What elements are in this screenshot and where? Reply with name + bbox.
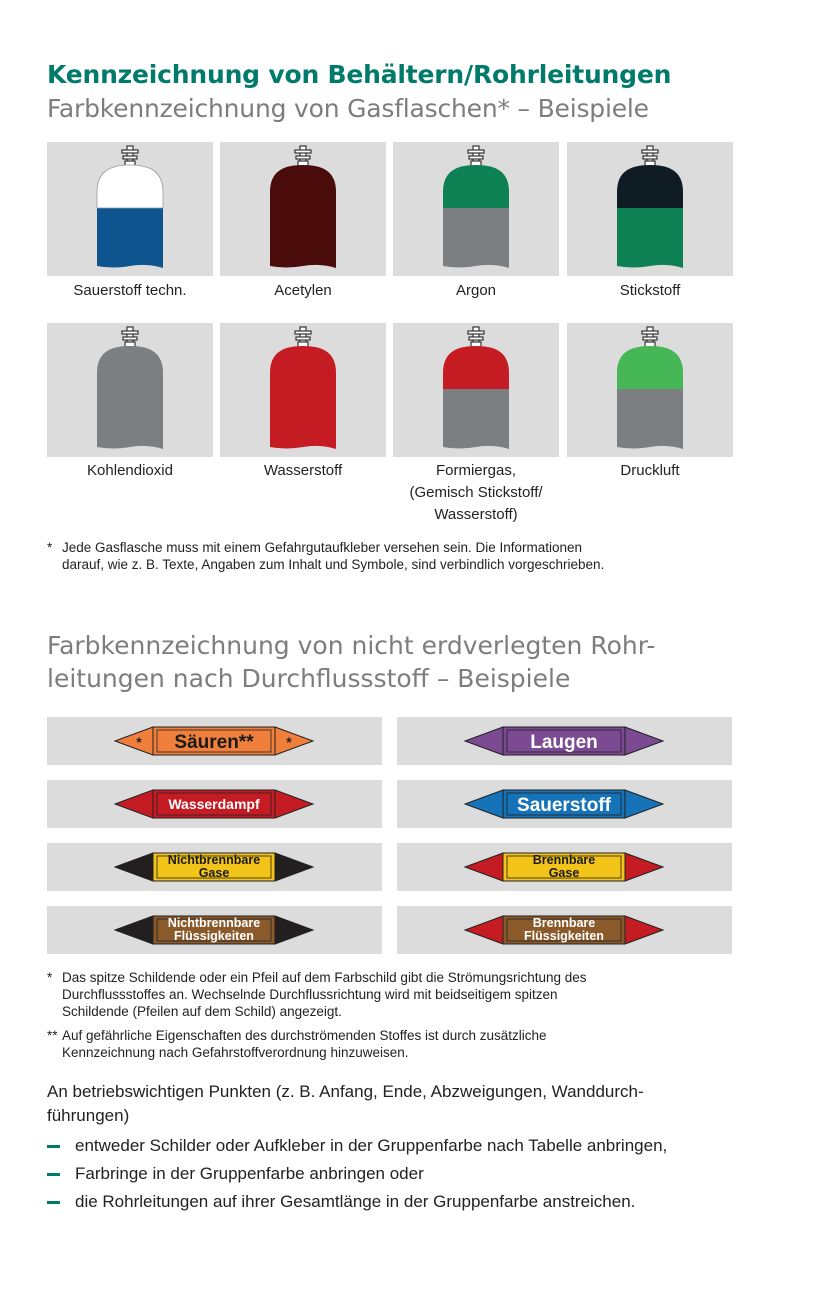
cylinder-shoulder (617, 346, 683, 389)
pipe-label-text: Flüssigkeiten (174, 929, 254, 943)
footnote-line: Schildende (Pfeilen auf dem Schild) angezeigt. (62, 1004, 342, 1019)
cylinder-tile (567, 323, 733, 457)
pipe-label-right-arrow (625, 853, 663, 881)
section-heading-line: leitungen nach Durchflussstoff – Beispiele (47, 664, 571, 693)
page-title: Kennzeichnung von Behältern/Rohrleitungen (47, 60, 672, 89)
pipe-label-tile (397, 780, 732, 828)
bullet-dash (47, 1173, 60, 1176)
valve-icon (642, 327, 658, 347)
pipe-label-graphic (47, 843, 382, 891)
footnote-hazard (47, 1027, 747, 1061)
cylinder-label (376, 460, 576, 526)
pipe-label-text: Brennbare (532, 916, 596, 930)
pipe-label-graphic (47, 906, 382, 954)
intro-paragraph (47, 1080, 767, 1128)
pipe-label-text: Flüssigkeiten (524, 929, 604, 943)
pipe-label-graphic (397, 780, 732, 828)
cylinder-body (443, 208, 509, 268)
cylinder-label-line: (Gemisch Stickstoff/ (409, 484, 543, 501)
cylinder-tile (47, 142, 213, 276)
pipe-label-tile (397, 843, 732, 891)
valve-icon (122, 146, 138, 166)
valve-icon (122, 327, 138, 347)
pipe-label-text: Laugen (530, 732, 598, 753)
valve-icon (642, 146, 658, 166)
cylinder-tile (567, 142, 733, 276)
bullet-text: entweder Schilder oder Aufkleber in der Gruppenfarbe nach Tabelle anbringen, (75, 1136, 668, 1155)
cylinder-label: Druckluft (620, 462, 680, 479)
gas-cylinder-graphic (47, 323, 213, 457)
pipe-label-left-arrow (465, 727, 503, 755)
cylinder-tile (220, 323, 386, 457)
bullet-text: die Rohrleitungen auf ihrer Gesamtlänge in der Gruppenfarbe anstreichen. (75, 1192, 636, 1211)
paragraph-line: An betriebswichtigen Punkten (z. B. Anfang, Ende, Abzweigungen, Wanddurch- (47, 1082, 644, 1101)
footnote-line: Auf gefährliche Eigenschaften des durchströmenden Stoffes ist durch zusätzliche (62, 1028, 547, 1043)
pipe-label-tile (47, 843, 382, 891)
cylinder-label: Argon (455, 282, 497, 299)
pipe-label-text: Sauerstoff (517, 795, 611, 816)
pipe-label-right-arrow (275, 727, 313, 755)
pipe-label-left-arrow (465, 790, 503, 818)
cylinder-label-line: Formiergas, (435, 462, 517, 479)
footnote-line: Kennzeichnung nach Gefahrstoffverordnung hinzuweisen. (62, 1045, 409, 1060)
bullet-item (47, 1134, 787, 1158)
cylinder-shoulder (443, 346, 509, 389)
pipe-label-star: * (136, 734, 142, 750)
pipe-label-tile (397, 906, 732, 954)
pipe-label-text: Säuren** (174, 732, 254, 753)
valve-icon (468, 146, 484, 166)
cylinder-shoulder (270, 346, 336, 389)
pipe-label-text: Nichtbrennbare (167, 916, 261, 930)
footnote-mark: ** (47, 1028, 58, 1043)
pipe-label-right-arrow (625, 727, 663, 755)
cylinder-tile (393, 142, 559, 276)
cylinder-body (97, 208, 163, 268)
footnote-mark: * (47, 540, 53, 555)
cylinder-body (270, 389, 336, 449)
section-heading-gas-cylinders: Farbkennzeichnung von Gasflaschen* – Beispiele (47, 94, 649, 123)
footnote-flow-direction (47, 969, 747, 1020)
pipe-label-tile (47, 717, 382, 765)
footnote-mark: * (47, 970, 53, 985)
gas-cylinder-graphic (220, 323, 386, 457)
pipe-label-text: Brennbare (532, 853, 596, 867)
bullet-text: Farbringe in der Gruppenfarbe anbringen oder (75, 1164, 424, 1183)
pipe-label-right-arrow (275, 916, 313, 944)
cylinder-label: Sauerstoff techn. (73, 282, 187, 299)
cylinder-shoulder (97, 346, 163, 389)
pipe-label-right-arrow (625, 916, 663, 944)
cylinder-label: Kohlendioxid (87, 462, 173, 479)
pipe-label-graphic (397, 843, 732, 891)
gas-cylinder-graphic (567, 323, 733, 457)
pipe-label-graphic (397, 717, 732, 765)
gas-cylinder-graphic (47, 142, 213, 276)
pipe-label-graphic (47, 780, 382, 828)
valve-icon (468, 327, 484, 347)
gas-cylinder-graphic (393, 323, 559, 457)
gas-cylinder-graphic (220, 142, 386, 276)
pipe-label-left-arrow (115, 727, 153, 755)
pipe-label-text: Gase (198, 866, 230, 880)
cylinder-body (617, 208, 683, 268)
cylinder-shoulder (270, 165, 336, 208)
bullet-item (47, 1190, 787, 1214)
pipe-label-left-arrow (115, 853, 153, 881)
valve-icon (295, 327, 311, 347)
section-heading-pipelines (47, 629, 747, 695)
cylinder-shoulder (97, 165, 163, 208)
pipe-label-text: Wasserdampf (168, 796, 260, 812)
pipe-label-text: Nichtbrennbare (167, 853, 261, 867)
cylinder-tile (47, 323, 213, 457)
pipe-label-left-arrow (465, 853, 503, 881)
cylinder-shoulder (617, 165, 683, 208)
pipe-label-text: Gase (548, 866, 580, 880)
cylinder-body (617, 389, 683, 449)
footnote-line: Das spitze Schildende oder ein Pfeil auf dem Farbschild gibt die Strömungsrichtung des (62, 970, 587, 985)
cylinder-shoulder (443, 165, 509, 208)
cylinder-tile (393, 323, 559, 457)
cylinder-label: Acetylen (274, 282, 332, 299)
valve-icon (295, 146, 311, 166)
pipe-label-graphic (397, 906, 732, 954)
footnote-cylinders (47, 539, 747, 573)
paragraph-line: führungen) (47, 1106, 130, 1125)
cylinder-label: Wasserstoff (263, 462, 343, 479)
pipe-label-left-arrow (115, 790, 153, 818)
bullet-dash (47, 1201, 60, 1204)
cylinder-body (443, 389, 509, 449)
gas-cylinder-graphic (393, 142, 559, 276)
pipe-label-star: * (286, 734, 292, 750)
pipe-label-graphic (47, 717, 382, 765)
pipe-label-right-arrow (275, 790, 313, 818)
cylinder-label: Stickstoff (619, 282, 681, 299)
pipe-label-tile (47, 906, 382, 954)
gas-cylinder-graphic (567, 142, 733, 276)
pipe-label-right-arrow (625, 790, 663, 818)
footnote-line: Jede Gasflasche muss mit einem Gefahrgutaufkleber versehen sein. Die Informationen (62, 540, 583, 555)
cylinder-body (97, 389, 163, 449)
bullet-dash (47, 1145, 60, 1148)
section-heading-line: Farbkennzeichnung von nicht erdverlegten Rohr- (47, 631, 656, 660)
pipe-label-right-arrow (275, 853, 313, 881)
cylinder-body (270, 208, 336, 268)
cylinder-tile (220, 142, 386, 276)
pipe-label-tile (397, 717, 732, 765)
pipe-label-left-arrow (115, 916, 153, 944)
pipe-label-left-arrow (465, 916, 503, 944)
footnote-line: Durchflussstoffes an. Wechselnde Durchflussrichtung wird mit beidseitigem spitzen (62, 987, 558, 1002)
bullet-item (47, 1162, 787, 1186)
pipe-label-tile (47, 780, 382, 828)
cylinder-label-line: Wasserstoff) (434, 506, 518, 523)
footnote-line: darauf, wie z. B. Texte, Angaben zum Inhalt und Symbole, sind verbindlich vorgeschrieben. (62, 557, 605, 572)
